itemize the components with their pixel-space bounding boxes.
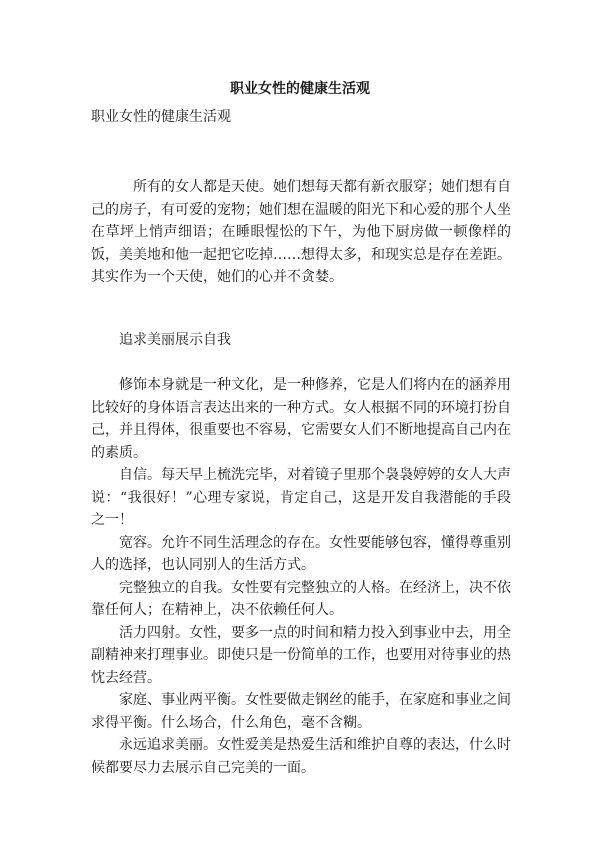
paragraph-balance: 家庭、事业两平衡。女性要做走钢丝的能手，在家庭和事业之间求得平衡。什么场合，什么角色，毫不含糊。 xyxy=(91,692,511,731)
section-body xyxy=(91,374,511,779)
paragraph-grooming: 修饰本身就是一种文化，是一种修养，它是人们将内在的涵养用比较好的身体语言表达出来的一种方式。女人根据不同的环境打扮自己，并且得体，很重要也不容易，它需要女人们不断地提高自己内在的素质。 xyxy=(91,377,511,461)
paragraph-independence: 完整独立的自我。女性要有完整独立的人格。在经济上，决不依靠任何人；在精神上，决不依赖任何人。 xyxy=(91,579,511,618)
paragraph-vitality: 活力四射。女性，要多一点的时间和精力投入到事业中去，用全副精神来打理事业。即使只是一份简单的工作，也要用对待事业的热忱去经营。 xyxy=(91,624,511,686)
paragraph-confidence: 自信。每天早上梳洗完毕，对着镜子里那个袅袅婷婷的女人大声说：“我很好！”心理专家说，肯定自己，这是开发自我潜能的手段之一！ xyxy=(91,467,511,528)
paragraph-tolerance: 宽容。允许不同生活理念的存在。女性要能够包容，懂得尊重别人的选择，也认同别人的生活方式。 xyxy=(91,534,511,573)
intro-paragraph: 所有的女人都是天使。她们想每天都有新衣服穿；她们想有自己的房子，有可爱的宠物；她们想在温暖的阳光下和心爱的那个人坐在草坪上悄声细语；在睡眼惺忪的下午，为他下厨房做一顿像样的饭，美美地和他一起把它吃掉……想得太多，和现实总是存在差距。其实作为一个天使，她们的心并不贪婪。 xyxy=(91,179,511,285)
document-title: 职业女性的健康生活观 xyxy=(230,81,370,97)
document-subtitle: 职业女性的健康生活观 xyxy=(91,109,231,125)
paragraph-beauty: 永远追求美丽。女性爱美是热爱生活和维护自尊的表达，什么时候都要尽力去展示自己完美的一面。 xyxy=(91,737,511,776)
section-heading: 追求美丽展示自我 xyxy=(119,332,231,348)
